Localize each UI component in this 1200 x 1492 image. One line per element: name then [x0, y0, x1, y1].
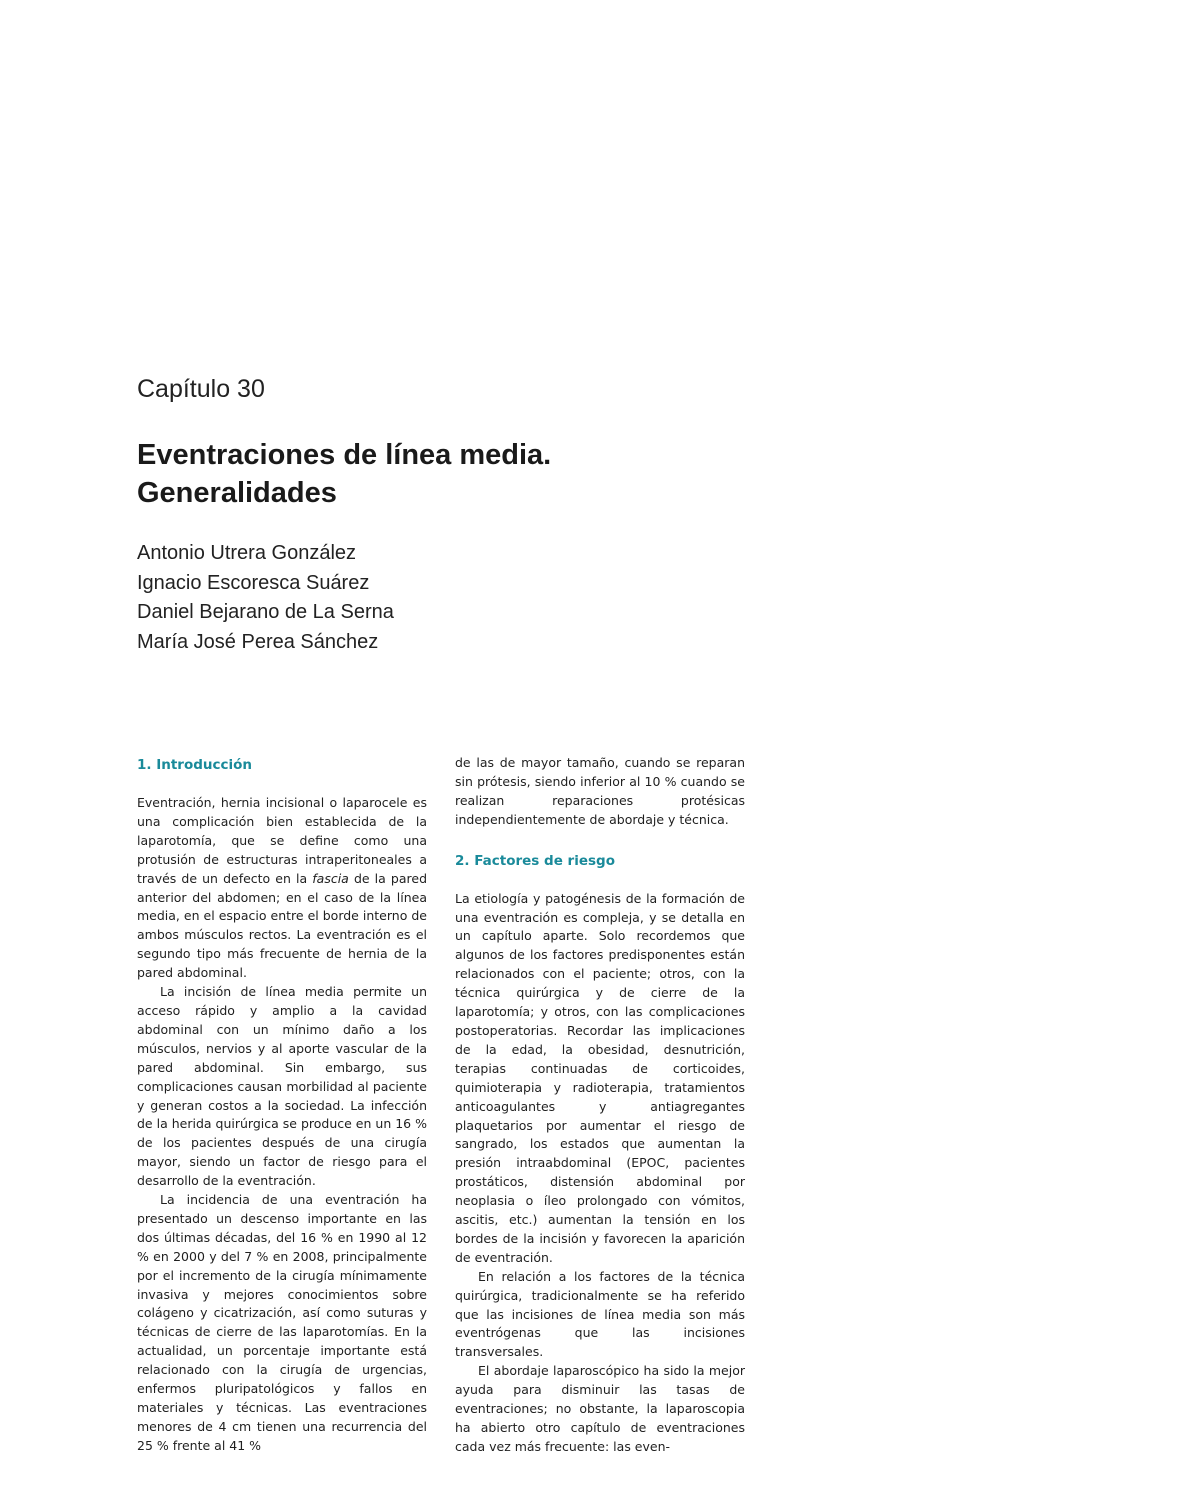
author-name: Ignacio Escoresca Suárez [137, 571, 370, 594]
risk-paragraph-1: La etiología y patogénesis de la formación de una eventración es compleja, y se detalla en un capítulo aparte. Solo recordemos que algunos de los factores predisponentes están relacionados con el paciente; otros, con la técnica quirúrgica y de cierre de la laparotomía; y otros, con las complicaciones postoperatorias. Recordar las implicaciones de la edad, la obesidad, desnutrición, terapias continuadas de corticoides, quimioterapia y radioterapia, tratamientos anticoagulantes y antiagregantes plaquetarios por aumentar el riesgo de sangrado, los estados que aumentan la presión intraabdominal (EPOC, pacientes prostáticos, distensión abdominal por neoplasia o íleo prolongado con vómitos, ascitis, etc.) aumentan la tensión en los bordes de la incisión y favorecen la aparición de eventración. [455, 890, 745, 1265]
chapter-title [137, 436, 837, 512]
section-heading-risk-factors: 2. Factores de riesgo [455, 852, 615, 869]
chapter-title-line-1: Eventraciones de línea media. [137, 439, 552, 471]
italic-term-fascia: fascia [312, 870, 349, 886]
section-heading-introduction: 1. Introducción [137, 757, 253, 773]
authors-list [137, 539, 394, 657]
chapter-title-line-2: Generalidades [137, 477, 337, 509]
left-column [137, 752, 427, 1456]
author-name: Daniel Bejarano de La Serna [137, 601, 394, 623]
intro-paragraph-3-continued: de las de mayor tamaño, cuando se reparan sin prótesis, siendo inferior al 10 % cuando se realizan reparaciones protésicas independientemente de abordaje y técnica. [455, 755, 745, 827]
intro-paragraph-3: La incidencia de una eventración ha presentado un descenso importante en las dos últimas décadas, del 16 % en 1990 al 12 % en 2000 y del 7 % en 2008, principalmente por el incremento de la cirugía mínimamente invasiva y mejores conocimientos sobre colágeno y cicatrización, así como suturas y técnicas de cierre de las laparotomías. En la actualidad, un porcentaje importante está relacionado con la cirugía de urgencias, enfermos pluripatológicos y fallos en materiales y técnicas. Las eventraciones menores de 4 cm tienen una recurrencia del 25 % frente al 41 % [137, 1192, 427, 1453]
intro-paragraph-2: La incisión de línea media permite un acceso rápido y amplio a la cavidad abdominal con un mínimo daño a los músculos, nervios y al aporte vascular de la pared abdominal. Sin embargo, sus complicaciones causan morbilidad al paciente y generan costos a la sociedad. La infección de la herida quirúrgica se produce en un 16 % de los pacientes después de una cirugía mayor, siendo un factor de riesgo para el desarrollo de la eventración. [137, 984, 427, 1189]
chapter-label: Capítulo 30 [137, 375, 265, 403]
risk-paragraph-2: En relación a los factores de la técnica quirúrgica, tradicionalmente se ha referido que las incisiones de línea media son más eventrógenas que las incisiones transversales. [455, 1268, 745, 1360]
author-name: Antonio Utrera González [137, 542, 357, 564]
intro-paragraph-1 [137, 794, 427, 983]
author-name: María José Perea Sánchez [137, 630, 379, 653]
intro-paragraph-1-text-a: Eventración, hernia incisional o laparocele es una complicación bien establecida de la laparotomía, que se define como una protusión de estructuras intraperitoneales a través de un defecto en la [137, 795, 427, 886]
right-column [455, 754, 745, 1457]
intro-paragraph-1-text-b: de la pared anterior del abdomen; en el caso de la línea media, en el espacio entre el borde interno de ambos músculos rectos. La eventración es el segundo tipo más frecuente de hernia de la pared abdominal. [137, 870, 428, 981]
risk-paragraph-3: El abordaje laparoscópico ha sido la mejor ayuda para disminuir las tasas de eventraciones; no obstante, la laparoscopia ha abierto otro capítulo de eventraciones cada vez más frecuente: las even- [455, 1363, 745, 1454]
